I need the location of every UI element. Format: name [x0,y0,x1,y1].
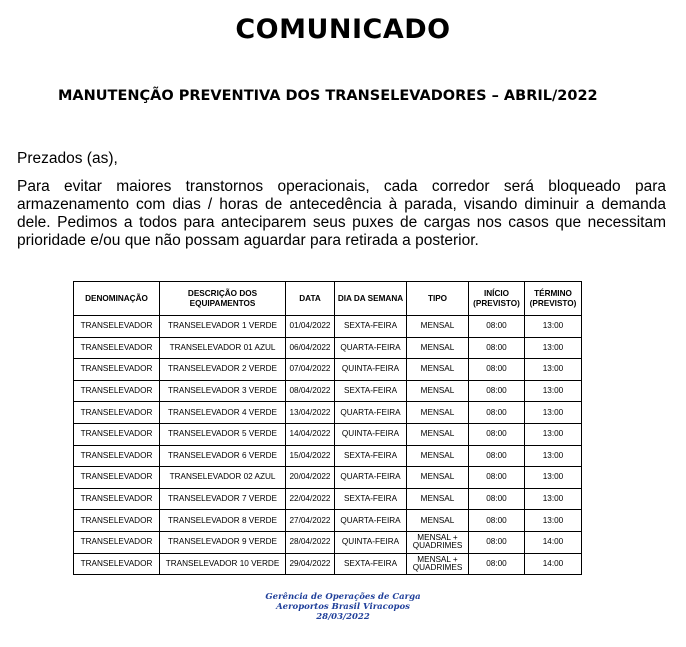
cell-tipo: MENSAL [407,337,469,359]
cell-tipo: MENSAL [407,423,469,445]
cell-dia-semana: SEXTA-FEIRA [335,380,407,402]
table-row [74,402,582,424]
cell-descricao: TRANSELEVADOR 10 VERDE [160,553,286,575]
cell-tipo: MENSAL + QUADRIMES [407,531,469,553]
cell-tipo: MENSAL [407,510,469,532]
header-dia-semana: DIA DA SEMANA [335,282,407,316]
cell-denominacao: TRANSELEVADOR [74,553,160,575]
cell-data: 14/04/2022 [286,423,335,445]
cell-data: 20/04/2022 [286,467,335,489]
cell-denominacao: TRANSELEVADOR [74,445,160,467]
table-row [74,380,582,402]
cell-data: 15/04/2022 [286,445,335,467]
cell-data: 01/04/2022 [286,316,335,338]
cell-descricao: TRANSELEVADOR 8 VERDE [160,510,286,532]
cell-denominacao: TRANSELEVADOR [74,531,160,553]
body-paragraph: Para evitar maiores transtornos operacionais, cada corredor será bloqueado para armazenamento com dias / horas de antecedência à parada, visando diminuir a demanda dele. Pedimos a todos para anteciparem seus puxes de cargas nos casos que necessitam prioridade e/ou que não possam aguardar para retirada a posterior. [17,178,666,249]
footer-date: 28/03/2022 [316,612,370,622]
cell-inicio: 08:00 [469,359,525,381]
cell-termino: 14:00 [525,531,582,553]
cell-inicio: 08:00 [469,488,525,510]
cell-termino: 13:00 [525,316,582,338]
cell-inicio: 08:00 [469,553,525,575]
table-row [74,531,582,553]
cell-inicio: 08:00 [469,423,525,445]
cell-dia-semana: QUINTA-FEIRA [335,423,407,445]
cell-inicio: 08:00 [469,337,525,359]
table-row [74,467,582,489]
cell-denominacao: TRANSELEVADOR [74,337,160,359]
cell-inicio: 08:00 [469,402,525,424]
cell-tipo: MENSAL [407,488,469,510]
cell-data: 28/04/2022 [286,531,335,553]
cell-denominacao: TRANSELEVADOR [74,380,160,402]
table-row [74,423,582,445]
header-tipo: TIPO [407,282,469,316]
cell-inicio: 08:00 [469,316,525,338]
cell-termino: 13:00 [525,402,582,424]
cell-denominacao: TRANSELEVADOR [74,488,160,510]
table-row [74,445,582,467]
header-data: DATA [286,282,335,316]
cell-dia-semana: SEXTA-FEIRA [335,445,407,467]
cell-termino: 13:00 [525,488,582,510]
greeting: Prezados (as), [17,150,118,167]
cell-termino: 14:00 [525,553,582,575]
cell-dia-semana: SEXTA-FEIRA [335,488,407,510]
cell-tipo: MENSAL [407,316,469,338]
cell-denominacao: TRANSELEVADOR [74,467,160,489]
cell-data: 27/04/2022 [286,510,335,532]
cell-dia-semana: QUINTA-FEIRA [335,531,407,553]
cell-descricao: TRANSELEVADOR 9 VERDE [160,531,286,553]
cell-dia-semana: QUINTA-FEIRA [335,359,407,381]
header-inicio: INÍCIO (PREVISTO) [469,282,525,316]
cell-termino: 13:00 [525,510,582,532]
cell-dia-semana: QUARTA-FEIRA [335,510,407,532]
cell-dia-semana: QUARTA-FEIRA [335,402,407,424]
cell-tipo: MENSAL [407,380,469,402]
table-row [74,316,582,338]
header-termino: TÉRMINO (PREVISTO) [525,282,582,316]
header-descricao: DESCRIÇÃO DOS EQUIPAMENTOS [160,282,286,316]
cell-descricao: TRANSELEVADOR 2 VERDE [160,359,286,381]
cell-descricao: TRANSELEVADOR 6 VERDE [160,445,286,467]
cell-descricao: TRANSELEVADOR 02 AZUL [160,467,286,489]
cell-termino: 13:00 [525,380,582,402]
cell-descricao: TRANSELEVADOR 7 VERDE [160,488,286,510]
cell-tipo: MENSAL [407,445,469,467]
cell-termino: 13:00 [525,359,582,381]
cell-termino: 13:00 [525,337,582,359]
table-header-row [74,282,582,316]
cell-tipo: MENSAL + QUADRIMES [407,553,469,575]
cell-termino: 13:00 [525,445,582,467]
cell-descricao: TRANSELEVADOR 4 VERDE [160,402,286,424]
cell-dia-semana: QUARTA-FEIRA [335,337,407,359]
cell-termino: 13:00 [525,423,582,445]
header-denominacao: DENOMINAÇÃO [74,282,160,316]
document-subtitle: MANUTENÇÃO PREVENTIVA DOS TRANSELEVADORES – ABRIL/2022 [58,88,598,104]
cell-termino: 13:00 [525,467,582,489]
cell-denominacao: TRANSELEVADOR [74,316,160,338]
cell-data: 29/04/2022 [286,553,335,575]
footer-department: Gerência de Operações de Carga [265,592,421,602]
maintenance-schedule-table [73,281,582,575]
cell-descricao: TRANSELEVADOR 1 VERDE [160,316,286,338]
cell-inicio: 08:00 [469,467,525,489]
cell-descricao: TRANSELEVADOR 5 VERDE [160,423,286,445]
cell-tipo: MENSAL [407,402,469,424]
cell-descricao: TRANSELEVADOR 01 AZUL [160,337,286,359]
cell-data: 07/04/2022 [286,359,335,381]
cell-data: 06/04/2022 [286,337,335,359]
cell-dia-semana: SEXTA-FEIRA [335,553,407,575]
cell-denominacao: TRANSELEVADOR [74,423,160,445]
footer-signature [0,592,686,622]
cell-inicio: 08:00 [469,445,525,467]
document-title: COMUNICADO [235,14,451,45]
table-row [74,359,582,381]
cell-tipo: MENSAL [407,359,469,381]
table-row [74,510,582,532]
footer-company: Aeroportos Brasil Viracopos [276,602,410,612]
cell-denominacao: TRANSELEVADOR [74,402,160,424]
cell-dia-semana: SEXTA-FEIRA [335,316,407,338]
table-row [74,337,582,359]
cell-inicio: 08:00 [469,380,525,402]
cell-inicio: 08:00 [469,510,525,532]
cell-tipo: MENSAL [407,467,469,489]
cell-dia-semana: QUARTA-FEIRA [335,467,407,489]
cell-data: 22/04/2022 [286,488,335,510]
cell-denominacao: TRANSELEVADOR [74,510,160,532]
table-row [74,488,582,510]
table-row [74,553,582,575]
cell-denominacao: TRANSELEVADOR [74,359,160,381]
cell-descricao: TRANSELEVADOR 3 VERDE [160,380,286,402]
cell-inicio: 08:00 [469,531,525,553]
cell-data: 13/04/2022 [286,402,335,424]
cell-data: 08/04/2022 [286,380,335,402]
